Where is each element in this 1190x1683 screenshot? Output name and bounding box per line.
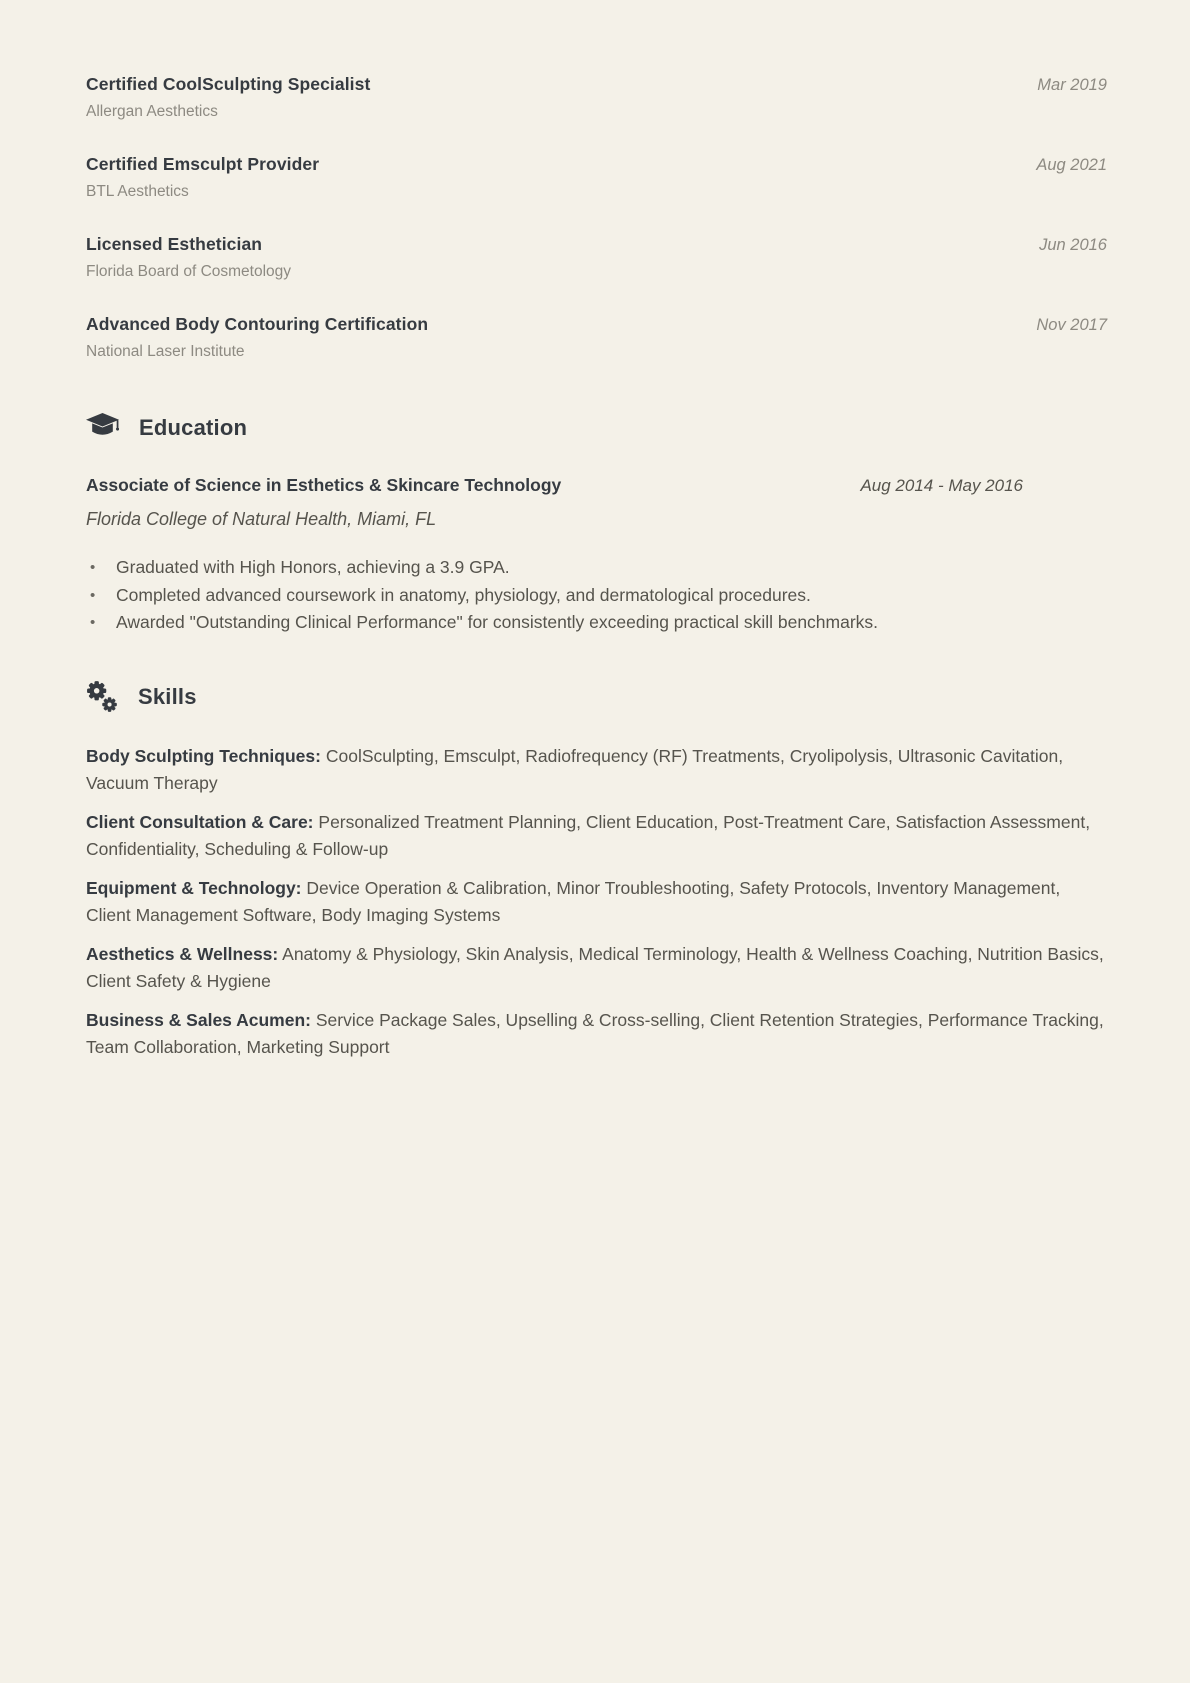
- skill-category-label: Aesthetics & Wellness:: [86, 943, 279, 964]
- certification-organization: Florida Board of Cosmetology: [86, 263, 292, 280]
- certification-organization: National Laser Institute: [86, 343, 245, 360]
- certification-entry: [86, 152, 1107, 203]
- certification-entry: [86, 232, 1107, 283]
- certification-date: Jun 2016: [1039, 236, 1107, 254]
- education-entry: [86, 473, 1107, 637]
- certification-organization: BTL Aesthetics: [86, 183, 189, 200]
- certification-head: [86, 72, 1107, 97]
- education-bullet: [86, 609, 1107, 637]
- gears-icon: [86, 681, 118, 713]
- skill-category-text: CoolSculpting, Emsculpt, Radiofrequency (RF) Treatments, Cryolipolysis, Ultrasonic Cavitation, Vacuum Therapy: [86, 745, 1064, 793]
- certification-title: Certified Emsculpt Provider: [86, 154, 320, 174]
- certification-head: [86, 312, 1107, 337]
- education-dates: Aug 2014 - May 2016: [860, 476, 1023, 495]
- education-bullet: [86, 582, 1107, 610]
- skill-category-label: Equipment & Technology:: [86, 877, 302, 898]
- certification-head: [86, 232, 1107, 257]
- skill-category-text: Device Operation & Calibration, Minor Troubleshooting, Safety Protocols, Inventory Management, Client Management Software, Body Imaging Systems: [86, 877, 1061, 925]
- certification-date: Nov 2017: [1036, 316, 1107, 334]
- skill-category-label: Body Sculpting Techniques:: [86, 745, 321, 766]
- skill-category-text: Service Package Sales, Upselling & Cross-selling, Client Retention Strategies, Performance Tracking, Team Collaboration, Marketing Support: [86, 1009, 1104, 1057]
- certifications-section: [86, 72, 1107, 363]
- skill-category-label: Business & Sales Acumen:: [86, 1009, 311, 1030]
- skill-category: [86, 875, 1107, 930]
- bullet-dot: •: [90, 586, 96, 604]
- certification-organization: Allergan Aesthetics: [86, 103, 218, 120]
- education-bullet-text: Awarded "Outstanding Clinical Performance" for consistently exceeding practical skill benchmarks.: [116, 612, 879, 632]
- education-bullet-text: Graduated with High Honors, achieving a 3.9 GPA.: [116, 557, 510, 577]
- certification-entry: [86, 72, 1107, 123]
- education-bullet-list: [86, 554, 1107, 637]
- certification-title: Advanced Body Contouring Certification: [86, 314, 429, 334]
- certification-date: Mar 2019: [1037, 76, 1107, 94]
- skills-section-title: Skills: [138, 683, 197, 709]
- education-entry-head: [86, 473, 1107, 498]
- graduation-cap-icon: [86, 413, 119, 443]
- education-header: [86, 413, 1107, 443]
- education-section-title: Education: [139, 415, 248, 440]
- skill-category: [86, 941, 1107, 996]
- skill-category-text: Personalized Treatment Planning, Client Education, Post-Treatment Care, Satisfaction Assessment, Confidentiality, Scheduling & Follow-up: [86, 811, 1091, 859]
- education-bullet-text: Completed advanced coursework in anatomy, physiology, and dermatological procedures.: [116, 584, 811, 605]
- bullet-dot: •: [90, 614, 96, 631]
- degree-title: Associate of Science in Esthetics & Skincare Technology: [86, 475, 562, 495]
- school-name: Florida College of Natural Health, Miami, FL: [86, 509, 437, 529]
- skill-category: [86, 809, 1107, 864]
- skills-section: [86, 681, 1107, 1062]
- skill-category-text: Anatomy & Physiology, Skin Analysis, Medical Terminology, Health & Wellness Coaching, Nutrition Basics, Client Safety & Hygiene: [86, 943, 1104, 991]
- skill-category: [86, 1007, 1107, 1062]
- skills-header: [86, 681, 1107, 713]
- skill-category: [86, 743, 1107, 798]
- certification-title: Certified CoolSculpting Specialist: [86, 74, 371, 94]
- skill-category-label: Client Consultation & Care:: [86, 811, 314, 832]
- certification-date: Aug 2021: [1036, 156, 1107, 174]
- certification-title: Licensed Esthetician: [86, 234, 263, 254]
- education-section: [86, 413, 1107, 637]
- education-bullet: [86, 554, 1107, 582]
- certification-entry: [86, 312, 1107, 363]
- certification-head: [86, 152, 1107, 177]
- bullet-dot: •: [90, 559, 96, 576]
